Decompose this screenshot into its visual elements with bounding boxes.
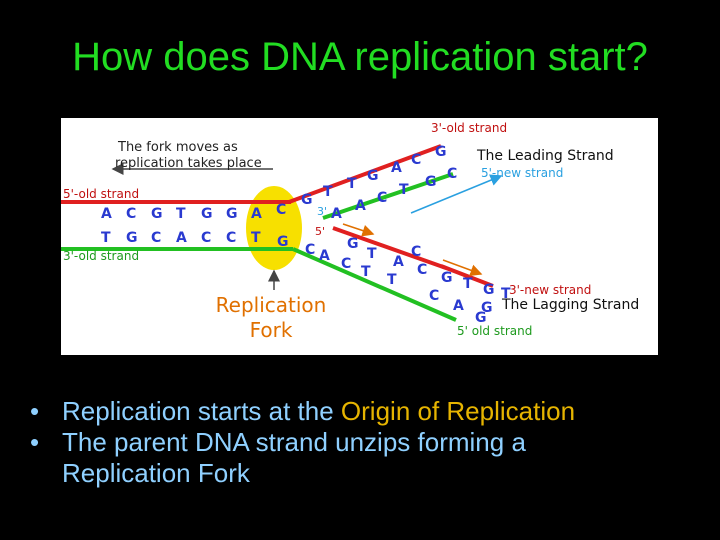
bullet-text: The parent DNA strand unzips forming a bbox=[62, 427, 526, 457]
label-5-old-left: 5'-old strand bbox=[63, 187, 140, 201]
base-letter: G bbox=[367, 168, 379, 184]
base-letter: T bbox=[367, 246, 377, 262]
base-letter: G bbox=[226, 206, 238, 222]
label-lagging-strand: The Lagging Strand bbox=[502, 297, 640, 313]
base-letter: C bbox=[151, 230, 162, 246]
bullet-item bbox=[30, 427, 710, 489]
base-letter: C bbox=[417, 262, 428, 278]
base-letter: G bbox=[301, 192, 313, 208]
bullet-item bbox=[30, 396, 710, 427]
base-letter: C bbox=[126, 206, 137, 222]
base-letter: C bbox=[305, 242, 316, 258]
base-letter: C bbox=[447, 166, 458, 182]
base-letter: T bbox=[251, 230, 261, 246]
base-letter: A bbox=[101, 206, 112, 222]
base-letter: T bbox=[463, 276, 473, 292]
base-letter: T bbox=[501, 286, 511, 302]
base-letter: G bbox=[126, 230, 138, 246]
base-letter: T bbox=[387, 272, 397, 288]
base-letter: G bbox=[441, 270, 453, 286]
page-title: How does DNA replication start? bbox=[72, 35, 648, 79]
base-letter: G bbox=[201, 206, 213, 222]
bullet-highlight: Origin of Replication bbox=[340, 396, 576, 426]
base-letter: C bbox=[377, 190, 388, 206]
prime-5-label: 5' bbox=[315, 225, 326, 238]
fork-label-line2: Fork bbox=[249, 318, 293, 342]
base-letter: T bbox=[323, 184, 333, 200]
base-letter: G bbox=[277, 234, 289, 250]
base-letter: G bbox=[347, 236, 359, 252]
base-letter: G bbox=[483, 282, 495, 298]
base-letter: G bbox=[481, 300, 493, 316]
base-letter: C bbox=[201, 230, 212, 246]
dna-replication-diagram bbox=[61, 118, 658, 355]
label-5-new-strand: 5'-new strand bbox=[481, 166, 564, 180]
base-letter: C bbox=[226, 230, 237, 246]
base-letter: G bbox=[475, 310, 487, 326]
base-letter: C bbox=[276, 202, 287, 218]
base-letter: A bbox=[331, 206, 342, 222]
fork-note-line2: replication takes place bbox=[115, 156, 262, 171]
base-letter: C bbox=[411, 244, 422, 260]
fork-label-line1: Replication bbox=[215, 293, 327, 317]
base-letter: G bbox=[425, 174, 437, 190]
fork-note-line1: The fork moves as bbox=[118, 140, 238, 155]
bullet-text: Replication starts at the bbox=[62, 396, 341, 426]
bullet-list bbox=[30, 396, 710, 489]
base-letter: T bbox=[101, 230, 111, 246]
base-letter: T bbox=[399, 182, 409, 198]
base-letter: C bbox=[341, 256, 352, 272]
base-letter: A bbox=[393, 254, 404, 270]
label-3-old-top: 3'-old strand bbox=[431, 121, 508, 135]
base-letter: C bbox=[429, 288, 440, 304]
base-letter: G bbox=[151, 206, 163, 222]
base-letter: T bbox=[361, 264, 371, 280]
label-3-new-strand: 3'-new strand bbox=[509, 283, 592, 297]
base-letter: A bbox=[251, 206, 262, 222]
base-letter: A bbox=[453, 298, 464, 314]
base-letter: A bbox=[355, 198, 366, 214]
label-5-old-bottom: 5' old strand bbox=[457, 324, 533, 338]
base-letter: T bbox=[347, 176, 357, 192]
base-letter: G bbox=[435, 144, 447, 160]
base-letter: T bbox=[176, 206, 186, 222]
base-letter: A bbox=[176, 230, 187, 246]
base-letter: A bbox=[319, 248, 330, 264]
base-letter: C bbox=[411, 152, 422, 168]
label-3-old-left: 3'-old strand bbox=[63, 249, 140, 263]
bullet-text: Replication Fork bbox=[62, 458, 250, 488]
prime-3-label: 3' bbox=[317, 205, 328, 218]
label-leading-strand: The Leading Strand bbox=[477, 148, 614, 164]
base-letter: A bbox=[391, 160, 402, 176]
